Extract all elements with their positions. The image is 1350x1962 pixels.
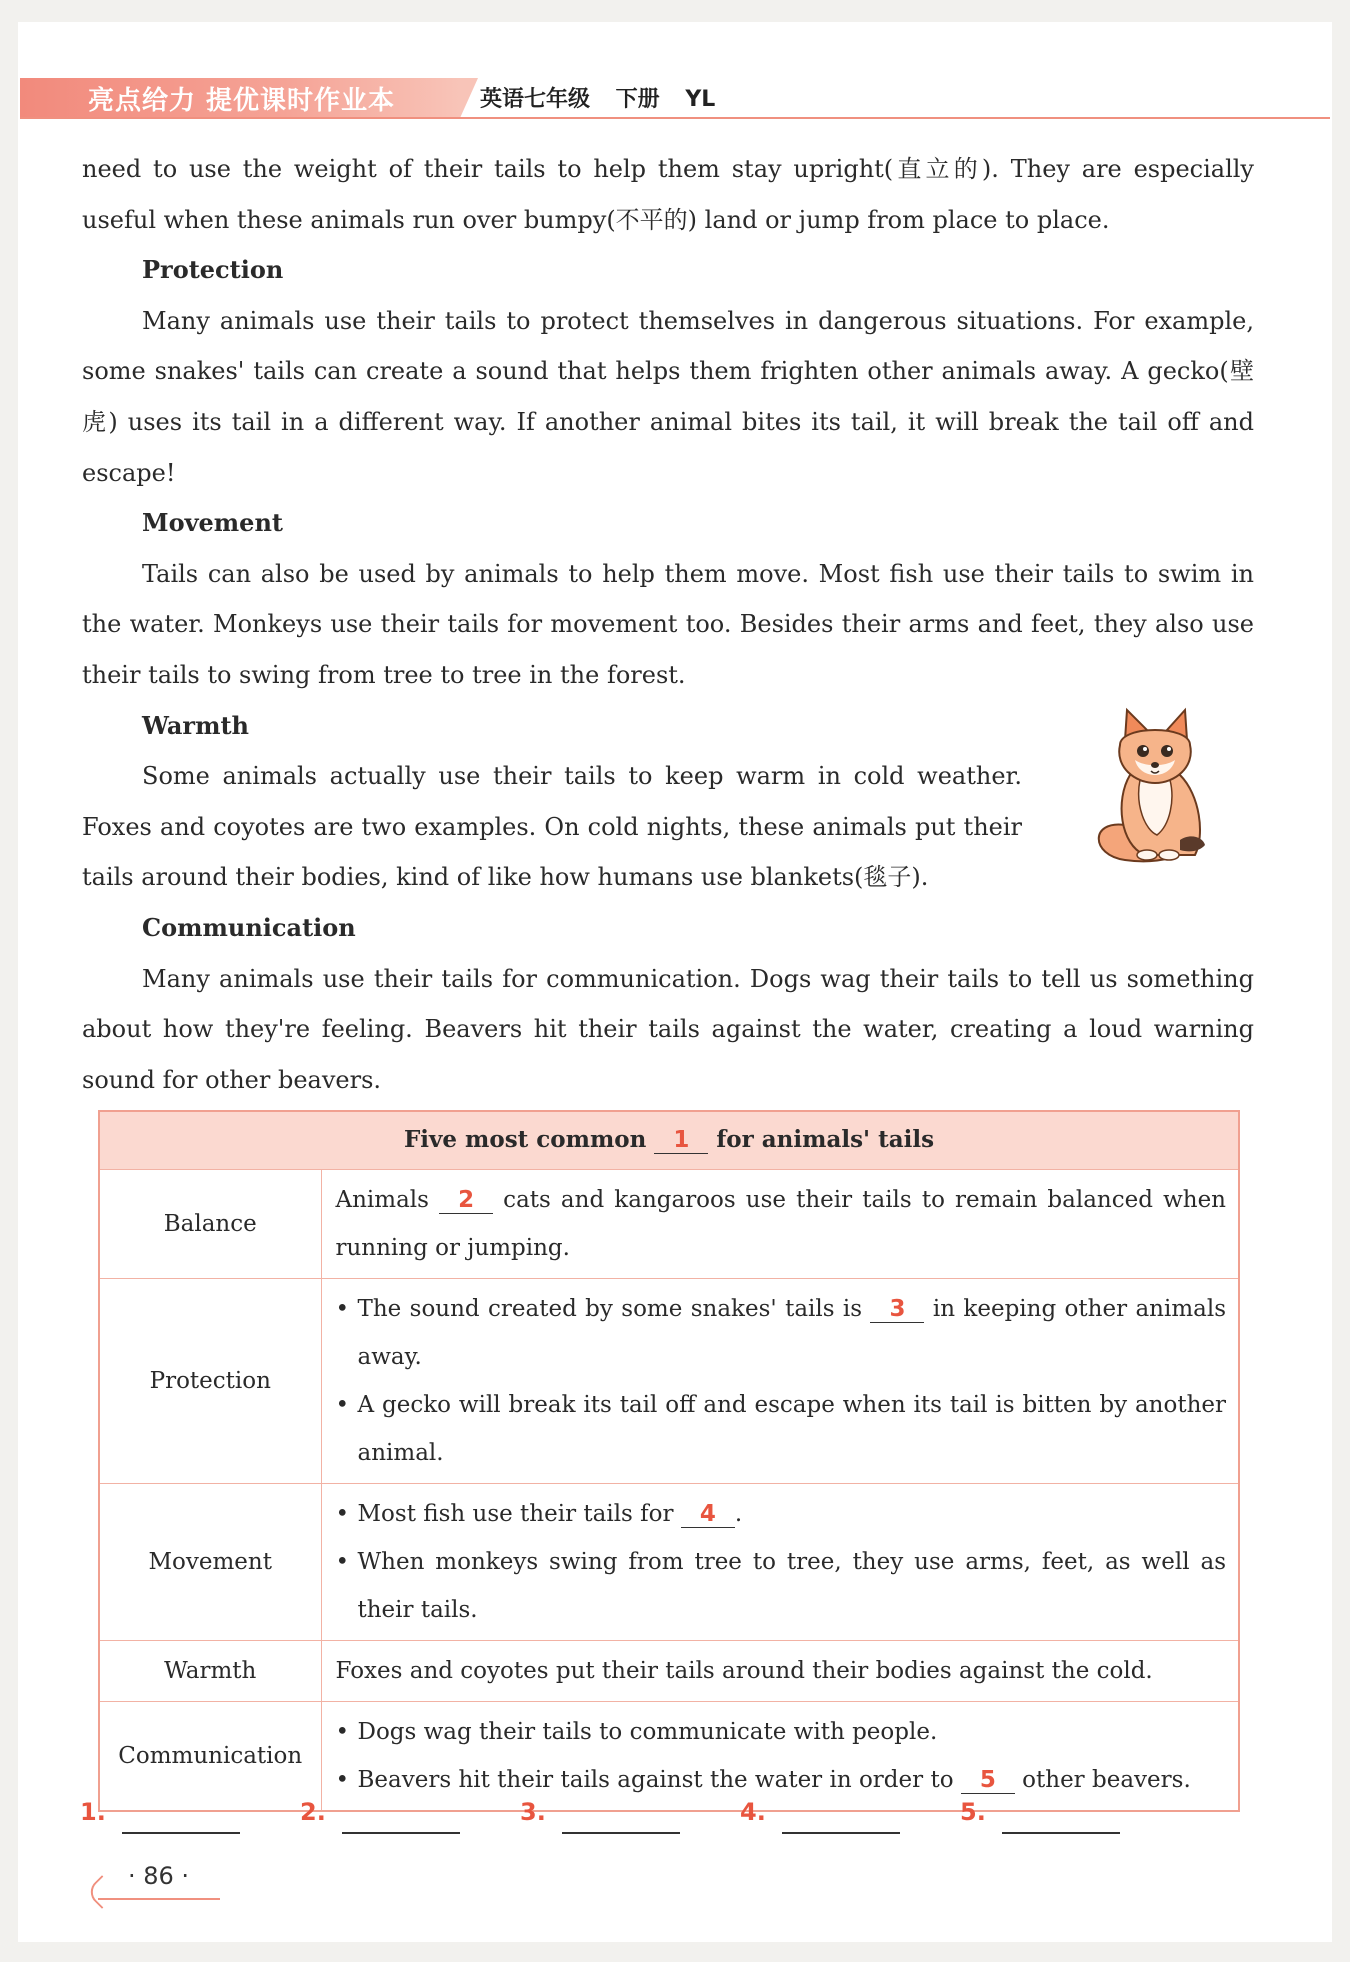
balance-text-2: cats and kangaroos use their tails to remain balanced when running or jumping. bbox=[335, 1186, 1226, 1261]
answer-line-2[interactable] bbox=[342, 1832, 460, 1834]
paragraph-movement: Tails can also be used by animals to help them move. Most fish use their tails to swim in the water. Monkeys use their tails for movement too. Besides their arms and feet, they also use their tails to swing from tree to tree in the forest. bbox=[82, 559, 1254, 689]
summary-table bbox=[98, 1110, 1240, 1812]
blank-2[interactable]: 2 bbox=[439, 1187, 493, 1214]
heading-warmth: Warmth bbox=[142, 710, 249, 740]
header-subject: 英语七年级 下册 YL bbox=[480, 87, 716, 112]
bullet-icon: • bbox=[335, 1548, 350, 1575]
movement-text-2: . bbox=[734, 1500, 743, 1527]
table-row bbox=[99, 1640, 1239, 1701]
protection-text-2: in keeping other animals away. bbox=[357, 1295, 1227, 1370]
communication-text-2: Beavers hit their tails against the water in order to bbox=[357, 1766, 961, 1793]
paragraph-communication: Many animals use their tails for communication. Dogs wag their tails to tell us something about how they're feeling. Beavers hit their tails against the water, creating a loud warning sound for other beavers. bbox=[82, 964, 1254, 1094]
heading-movement: Movement bbox=[142, 508, 283, 538]
table-row bbox=[99, 1483, 1239, 1640]
heading-communication: Communication bbox=[142, 912, 356, 942]
bullet-item bbox=[336, 1756, 1227, 1804]
answer-label-5: 5. bbox=[960, 1798, 986, 1826]
header-brand: 亮点给力 提优课时作业本 bbox=[88, 86, 396, 116]
answer-label-4: 4. bbox=[740, 1798, 766, 1826]
answer-line-3[interactable] bbox=[562, 1832, 680, 1834]
header-rule bbox=[20, 117, 1330, 119]
bullet-icon: • bbox=[335, 1766, 350, 1793]
communication-text-1: Dogs wag their tails to communicate with people. bbox=[357, 1718, 938, 1745]
bullet-item bbox=[336, 1285, 1227, 1381]
article-top bbox=[82, 144, 1254, 1105]
table-title-part1: Five most common bbox=[403, 1126, 655, 1154]
row-content-movement bbox=[321, 1483, 1239, 1640]
heading-protection: Protection bbox=[142, 255, 284, 285]
bullet-item bbox=[336, 1708, 1227, 1756]
table-title-part2: for animals' tails bbox=[708, 1126, 935, 1154]
protection-text-1: The sound created by some snakes' tails is bbox=[357, 1295, 871, 1322]
answer-label-2: 2. bbox=[300, 1798, 326, 1826]
bullet-item bbox=[336, 1381, 1227, 1477]
paragraph-warmth: Some animals actually use their tails to keep warm in cold weather. Foxes and coyotes are two examples. On cold nights, these animals put their tails around their bodies, kind of like how humans use blankets(毯子). bbox=[82, 762, 1022, 892]
protection-text-3: A gecko will break its tail off and escape when its tail is bitten by another animal. bbox=[357, 1391, 1226, 1466]
row-content-protection bbox=[321, 1278, 1239, 1483]
row-content-communication bbox=[321, 1701, 1239, 1811]
movement-text-3: When monkeys swing from tree to tree, they use arms, feet, as well as their tails. bbox=[357, 1548, 1226, 1623]
blank-3[interactable]: 3 bbox=[870, 1296, 924, 1323]
row-content-warmth: Foxes and coyotes put their tails around their bodies against the cold. bbox=[321, 1640, 1239, 1701]
paragraph-intro: need to use the weight of their tails to help them stay upright(直立的). They are especially useful when these animals run over bumpy(不平的) land or jump from place to place. bbox=[82, 155, 1254, 234]
answer-line-1[interactable] bbox=[122, 1832, 240, 1834]
paragraph-protection: Many animals use their tails to protect themselves in dangerous situations. For example, some snakes' tails can create a sound that helps them frighten other animals away. A gecko(壁虎) uses its tail in a different way. If another animal bites its tail, it will break the tail off and escape! bbox=[82, 306, 1254, 487]
table-row bbox=[99, 1278, 1239, 1483]
answer-line-5[interactable] bbox=[1002, 1832, 1120, 1834]
table-row bbox=[99, 1169, 1239, 1278]
movement-text-1: Most fish use their tails for bbox=[357, 1500, 681, 1527]
answer-row bbox=[80, 1798, 1180, 1838]
blank-1[interactable]: 1 bbox=[654, 1127, 708, 1154]
fox-illustration bbox=[1085, 705, 1225, 865]
row-label-movement: Movement bbox=[99, 1483, 321, 1640]
bullet-item bbox=[336, 1538, 1227, 1634]
row-label-communication: Communication bbox=[99, 1701, 321, 1811]
balance-text-1: Animals bbox=[335, 1186, 440, 1213]
row-label-balance: Balance bbox=[99, 1169, 321, 1278]
page-number: · 86 · bbox=[128, 1862, 190, 1890]
answer-line-4[interactable] bbox=[782, 1832, 900, 1834]
answer-label-1: 1. bbox=[80, 1798, 106, 1826]
page-number-rule bbox=[98, 1898, 220, 1900]
row-label-warmth: Warmth bbox=[99, 1640, 321, 1701]
row-label-protection: Protection bbox=[99, 1278, 321, 1483]
communication-text-3: other beavers. bbox=[1014, 1766, 1191, 1793]
blank-5[interactable]: 5 bbox=[961, 1767, 1015, 1794]
bullet-icon: • bbox=[335, 1500, 350, 1527]
table-title bbox=[99, 1111, 1239, 1169]
bullet-icon: • bbox=[335, 1718, 350, 1745]
table-header-row bbox=[99, 1111, 1239, 1169]
blank-4[interactable]: 4 bbox=[681, 1501, 735, 1528]
bullet-item bbox=[336, 1490, 1227, 1538]
table-row bbox=[99, 1701, 1239, 1811]
bullet-icon: • bbox=[335, 1391, 350, 1418]
row-content-balance bbox=[321, 1169, 1239, 1278]
bullet-icon: • bbox=[335, 1295, 350, 1322]
answer-label-3: 3. bbox=[520, 1798, 546, 1826]
